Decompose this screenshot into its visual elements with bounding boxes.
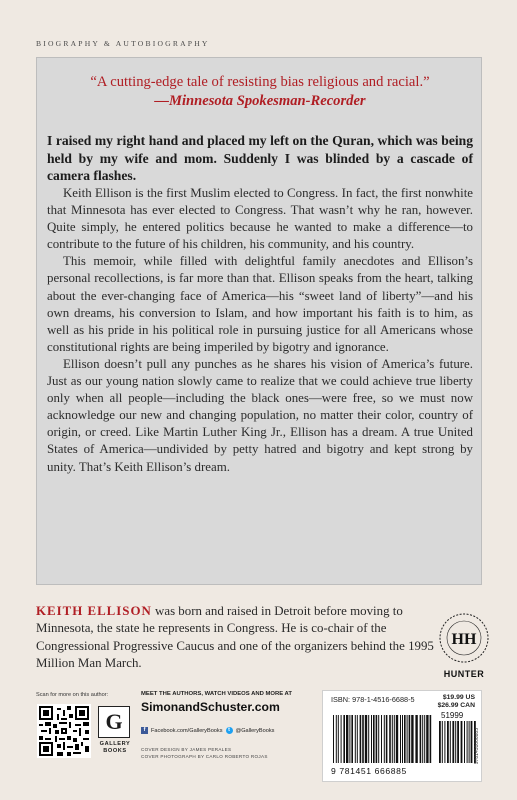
barcode-bar xyxy=(338,715,339,763)
author-name: KEITH ELLISON xyxy=(36,604,152,618)
author-bio-text: was born and raised in Detroit before moving to Minnesota, the state he represents in Congress. He is co-chair of the Congressional Progressive Caucus and one of the organizers behind the 1995 Million Man March. xyxy=(36,604,434,670)
barcode-bar xyxy=(365,715,367,763)
website-link[interactable]: SimonandSchuster.com xyxy=(141,700,280,714)
price-code: 51999 xyxy=(441,711,464,720)
barcode-bar xyxy=(430,715,432,763)
isbn-number: ISBN: 978-1-4516-6688-5 xyxy=(331,695,415,704)
barcode-bar xyxy=(371,715,372,763)
price-can: $26.99 CAN xyxy=(437,702,475,709)
barcode-addon-bar xyxy=(455,721,456,763)
hunter-monogram: HH xyxy=(451,631,477,648)
barcode-digits: 9 781451 666885 xyxy=(331,766,407,776)
barcode-bar xyxy=(360,715,362,763)
barcode-addon-bar xyxy=(469,721,470,763)
barcode-addon-bar xyxy=(442,721,443,763)
barcode-addon-bar xyxy=(439,721,441,763)
gallery-books-logo xyxy=(98,706,130,738)
barcode-bar xyxy=(386,715,388,763)
barcode-bar xyxy=(373,715,375,763)
barcode-addon-bar xyxy=(461,721,463,763)
publisher-name xyxy=(96,741,134,755)
barcode-bar xyxy=(341,715,342,763)
barcode-bar xyxy=(346,715,348,763)
barcode-bar xyxy=(422,715,423,763)
barcode-bar xyxy=(355,715,356,763)
barcode-bar xyxy=(402,715,403,763)
barcode-bar xyxy=(368,715,369,763)
barcode-bar xyxy=(351,715,353,763)
barcode-addon-bar xyxy=(471,721,473,763)
twitter-icon: t xyxy=(226,727,233,734)
paragraph: Keith Ellison is the first Muslim elected to Congress. In fact, the first nonwhite that Minnesota has ever elected to Congress. That wasn’t why he ran, however. Quite simply, he entered politics because he wanted to make a difference—to contribute to the future of his children, his community, and his country. xyxy=(47,186,473,252)
meet-authors-text: MEET THE AUTHORS, WATCH VIDEOS AND MORE AT xyxy=(141,691,292,697)
barcode-bar xyxy=(396,715,398,763)
scan-label: Scan for more on this author: xyxy=(36,692,109,698)
facebook-icon: f xyxy=(141,727,148,734)
barcode-bar xyxy=(424,715,425,763)
social-links xyxy=(141,727,274,734)
cover-design-credit: COVER DESIGN BY JAMES PERALES xyxy=(141,747,232,752)
barcode-area xyxy=(322,690,482,782)
barcode-bar xyxy=(394,715,395,763)
quote-text: “A cutting-edge tale of resisting bias religious and racial.” xyxy=(90,74,430,90)
barcode-bar xyxy=(415,715,417,763)
barcode-bar xyxy=(381,715,382,763)
barcode-bar xyxy=(376,715,378,763)
barcode-bar xyxy=(420,715,422,763)
side-code: 9781451666885 xyxy=(474,728,480,765)
barcode-addon-bar xyxy=(452,721,454,763)
category-label: BIOGRAPHY & AUTOBIOGRAPHY xyxy=(36,39,210,48)
barcode-bar xyxy=(357,715,358,763)
description-panel xyxy=(36,57,482,585)
publisher-name-line2: BOOKS xyxy=(103,748,127,754)
barcode-bar xyxy=(362,715,364,763)
barcode-bar xyxy=(426,715,428,763)
publisher-name-line1: GALLERY xyxy=(99,741,131,747)
barcode-bar xyxy=(378,715,379,763)
barcode-bar xyxy=(336,715,337,763)
barcode-bar xyxy=(343,715,345,763)
barcode-bar xyxy=(404,715,406,763)
barcode-bar xyxy=(400,715,401,763)
cover-photo-credit: COVER PHOTOGRAPH BY CARLO ROBERTO ROJAS xyxy=(141,754,268,759)
barcode-bar xyxy=(407,715,408,763)
barcode-bar xyxy=(409,715,411,763)
lede-excerpt: I raised my right hand and placed my left on the Quran, which was being held by my wife and mom. Suddenly I was blinded by a cascade of camera flashes. xyxy=(47,133,473,184)
barcode-bar xyxy=(333,715,334,763)
barcode-addon-bar xyxy=(447,721,449,763)
description-body xyxy=(47,185,473,476)
barcode-addon-bar xyxy=(444,721,445,763)
barcode-addon-bar xyxy=(457,721,459,763)
barcode-addon-bar xyxy=(450,721,451,763)
barcode-addon-bar xyxy=(464,721,465,763)
barcode-bar xyxy=(349,715,350,763)
barcode-bar xyxy=(389,715,391,763)
barcode-bar xyxy=(384,715,385,763)
quote-source: —Minnesota Spokesman-Recorder xyxy=(154,93,366,109)
review-quote xyxy=(37,73,483,111)
barcode-bar xyxy=(392,715,393,763)
hunter-label: HUNTER xyxy=(443,669,485,679)
barcode-addon-bar xyxy=(467,721,468,763)
paragraph: This memoir, while filled with delightful family anecdotes and Ellison’s personal recollections, is far more than that. Ellison speaks from the heart, talking about the ever-changing face of America—his “sweet land of liberty”—and his own dreams, his conversion to Islam, and how important his faith is to him, as well as his pride in his political role in pursuing justice for all Americans whose constitutional rights are being imperiled by bigotry and ignorance. xyxy=(47,254,473,354)
price-us: $19.99 US xyxy=(442,694,475,701)
publisher-initial: G xyxy=(105,709,123,734)
author-bio xyxy=(36,603,456,672)
barcode-bar xyxy=(411,715,413,763)
twitter-link[interactable]: @GalleryBooks xyxy=(235,727,275,734)
paragraph: Ellison doesn’t pull any punches as he shares his vision of America’s future. Just as our young nation slowly came to realize that we could achieve true liberty only when all people—including the black ones—were free, so we must now acknowledge our new and changing population, no matter their color, country of origin, or creed. Like Martin Luther King Jr., Ellison has a dream. A true United States of America—undivided by petty hatred and bigotry and kept strong by unity. That’s Keith Ellison’s dream. xyxy=(47,356,473,474)
hunter-imprint-icon xyxy=(437,611,491,665)
qr-code-icon[interactable] xyxy=(37,704,91,758)
facebook-link[interactable]: Facebook.com/GalleryBooks xyxy=(151,727,223,734)
